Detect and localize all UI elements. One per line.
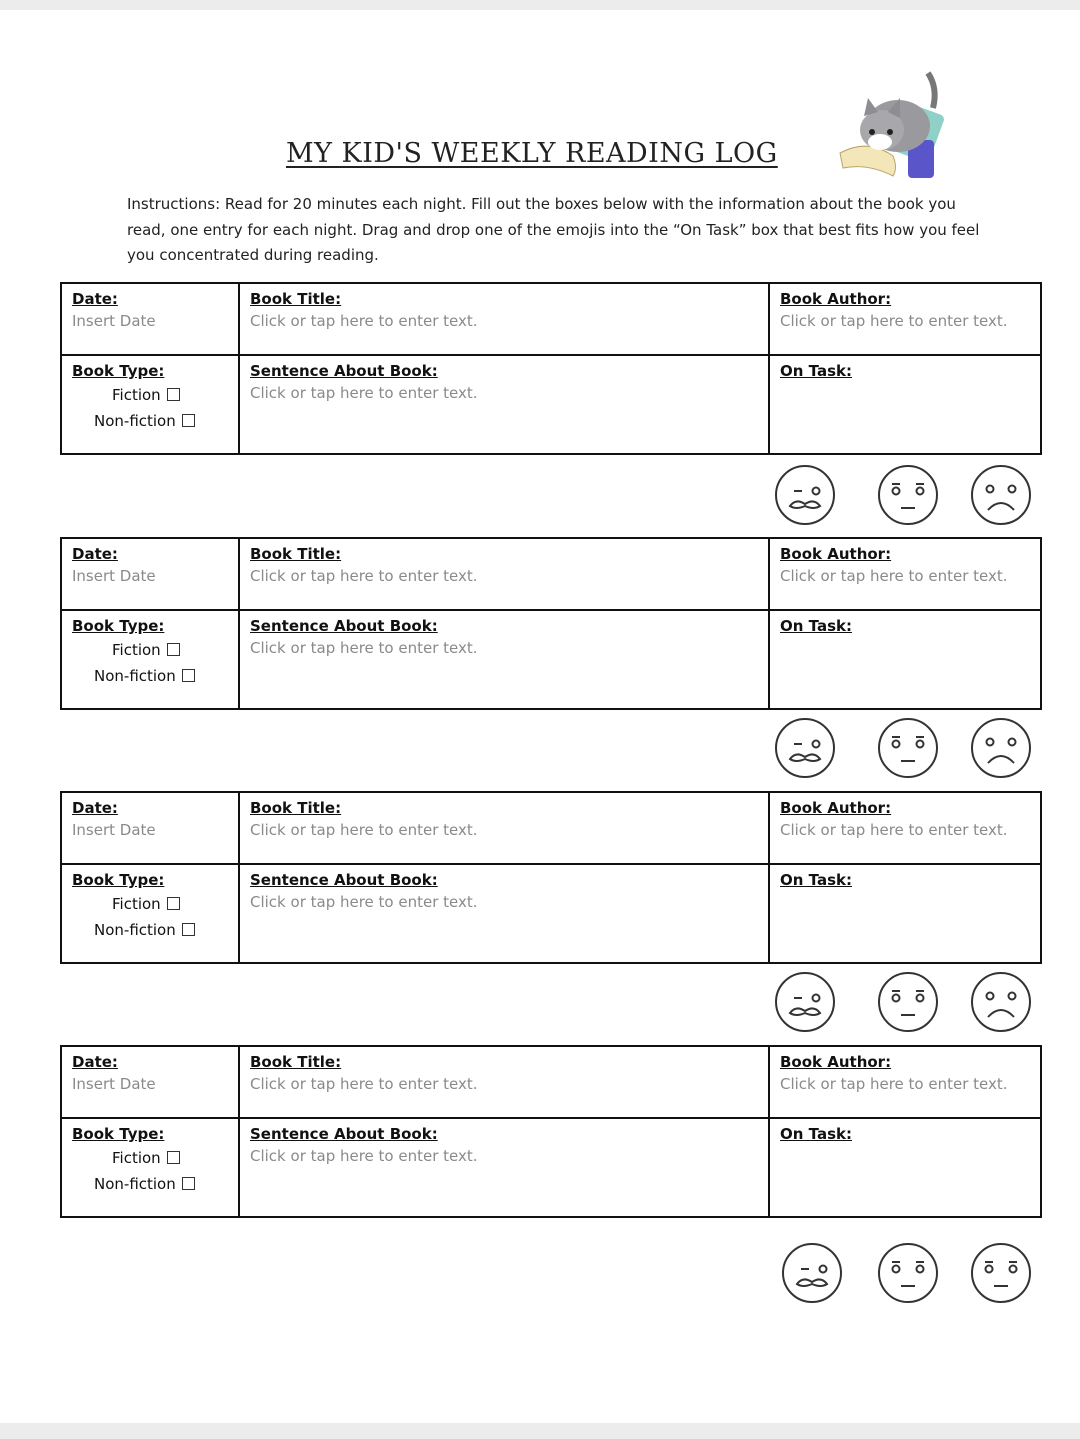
neutral-emoji-icon[interactable] xyxy=(877,717,939,779)
book-title-cell xyxy=(240,284,768,354)
sentence-label: Sentence About Book: xyxy=(250,362,438,380)
sentence-input[interactable]: Click or tap here to enter text. xyxy=(250,639,478,657)
sentence-cell xyxy=(240,1119,768,1216)
neutral-emoji-icon[interactable] xyxy=(877,1242,939,1304)
date-input[interactable]: Insert Date xyxy=(72,312,156,330)
reading-log-entry xyxy=(60,791,1042,964)
nonfiction-option[interactable] xyxy=(72,663,228,689)
book-title-label: Book Title: xyxy=(250,799,342,817)
reading-log-entry xyxy=(60,1045,1042,1218)
wink-mustache-emoji-icon[interactable] xyxy=(774,971,836,1033)
book-author-input[interactable]: Click or tap here to enter text. xyxy=(780,312,1008,330)
fiction-option[interactable] xyxy=(72,382,228,408)
nonfiction-label: Non-fiction xyxy=(94,412,176,430)
fiction-checkbox[interactable] xyxy=(167,897,180,910)
book-author-input[interactable]: Click or tap here to enter text. xyxy=(780,1075,1008,1093)
wink-mustache-emoji-icon[interactable] xyxy=(781,1242,843,1304)
sentence-label: Sentence About Book: xyxy=(250,1125,438,1143)
book-author-label: Book Author: xyxy=(780,1053,892,1071)
on-task-label: On Task: xyxy=(780,362,852,380)
fiction-option[interactable] xyxy=(72,637,228,663)
book-title-input[interactable]: Click or tap here to enter text. xyxy=(250,567,478,585)
book-type-label: Book Type: xyxy=(72,871,165,889)
book-author-cell xyxy=(770,539,1040,609)
book-author-input[interactable]: Click or tap here to enter text. xyxy=(780,567,1008,585)
book-title-input[interactable]: Click or tap here to enter text. xyxy=(250,1075,478,1093)
book-title-label: Book Title: xyxy=(250,1053,342,1071)
book-type-cell xyxy=(62,611,238,708)
nonfiction-checkbox[interactable] xyxy=(182,1177,195,1190)
book-type-label: Book Type: xyxy=(72,362,165,380)
cat-reading-illustration xyxy=(838,68,968,186)
sentence-input[interactable]: Click or tap here to enter text. xyxy=(250,384,478,402)
nonfiction-checkbox[interactable] xyxy=(182,669,195,682)
book-author-cell xyxy=(770,284,1040,354)
fiction-checkbox[interactable] xyxy=(167,388,180,401)
date-input[interactable]: Insert Date xyxy=(72,1075,156,1093)
book-author-cell xyxy=(770,1047,1040,1117)
book-author-input[interactable]: Click or tap here to enter text. xyxy=(780,821,1008,839)
neutral-emoji-icon[interactable] xyxy=(877,464,939,526)
wink-mustache-emoji-icon[interactable] xyxy=(774,717,836,779)
fiction-label: Fiction xyxy=(112,641,161,659)
sentence-label: Sentence About Book: xyxy=(250,617,438,635)
sad-emoji-icon[interactable] xyxy=(970,971,1032,1033)
date-input[interactable]: Insert Date xyxy=(72,567,156,585)
date-label: Date: xyxy=(72,799,118,817)
book-title-cell xyxy=(240,539,768,609)
sentence-cell xyxy=(240,865,768,962)
book-type-cell xyxy=(62,1119,238,1216)
nonfiction-option[interactable] xyxy=(72,917,228,943)
date-cell xyxy=(62,539,238,609)
fiction-option[interactable] xyxy=(72,1145,228,1171)
nonfiction-label: Non-fiction xyxy=(94,667,176,685)
neutral-emoji-icon[interactable] xyxy=(970,1242,1032,1304)
nonfiction-option[interactable] xyxy=(72,408,228,434)
on-task-label: On Task: xyxy=(780,617,852,635)
page-title: MY KID'S WEEKLY READING LOG xyxy=(286,138,778,169)
book-type-label: Book Type: xyxy=(72,617,165,635)
nonfiction-checkbox[interactable] xyxy=(182,923,195,936)
on-task-dropzone[interactable] xyxy=(770,611,1040,708)
nonfiction-option[interactable] xyxy=(72,1171,228,1197)
fiction-label: Fiction xyxy=(112,386,161,404)
book-title-label: Book Title: xyxy=(250,545,342,563)
on-task-dropzone[interactable] xyxy=(770,356,1040,453)
sentence-label: Sentence About Book: xyxy=(250,871,438,889)
on-task-dropzone[interactable] xyxy=(770,1119,1040,1216)
fiction-option[interactable] xyxy=(72,891,228,917)
book-title-input[interactable]: Click or tap here to enter text. xyxy=(250,312,478,330)
on-task-label: On Task: xyxy=(780,871,852,889)
sad-emoji-icon[interactable] xyxy=(970,464,1032,526)
nonfiction-label: Non-fiction xyxy=(94,921,176,939)
on-task-dropzone[interactable] xyxy=(770,865,1040,962)
top-edge xyxy=(0,0,1080,10)
instructions: Instructions: Read for 20 minutes each night. Fill out the boxes below with the information about the book you read, one entry for each night. Drag and drop one of the emojis into the “On Task” box that best fits how you feel you concentrated during reading. xyxy=(127,195,980,264)
book-type-cell xyxy=(62,865,238,962)
book-type-cell xyxy=(62,356,238,453)
date-label: Date: xyxy=(72,290,118,308)
fiction-label: Fiction xyxy=(112,1149,161,1167)
fiction-checkbox[interactable] xyxy=(167,1151,180,1164)
date-cell xyxy=(62,1047,238,1117)
nonfiction-label: Non-fiction xyxy=(94,1175,176,1193)
fiction-checkbox[interactable] xyxy=(167,643,180,656)
date-cell xyxy=(62,793,238,863)
neutral-emoji-icon[interactable] xyxy=(877,971,939,1033)
date-input[interactable]: Insert Date xyxy=(72,821,156,839)
book-type-label: Book Type: xyxy=(72,1125,165,1143)
fiction-label: Fiction xyxy=(112,895,161,913)
book-author-cell xyxy=(770,793,1040,863)
date-label: Date: xyxy=(72,545,118,563)
wink-mustache-emoji-icon[interactable] xyxy=(774,464,836,526)
on-task-label: On Task: xyxy=(780,1125,852,1143)
book-author-label: Book Author: xyxy=(780,290,892,308)
book-title-label: Book Title: xyxy=(250,290,342,308)
book-title-input[interactable]: Click or tap here to enter text. xyxy=(250,821,478,839)
sentence-cell xyxy=(240,611,768,708)
book-title-cell xyxy=(240,1047,768,1117)
sentence-input[interactable]: Click or tap here to enter text. xyxy=(250,1147,478,1165)
book-author-label: Book Author: xyxy=(780,799,892,817)
date-label: Date: xyxy=(72,1053,118,1071)
reading-log-entry xyxy=(60,282,1042,455)
nonfiction-checkbox[interactable] xyxy=(182,414,195,427)
sentence-input[interactable]: Click or tap here to enter text. xyxy=(250,893,478,911)
book-author-label: Book Author: xyxy=(780,545,892,563)
date-cell xyxy=(62,284,238,354)
book-title-cell xyxy=(240,793,768,863)
sad-emoji-icon[interactable] xyxy=(970,717,1032,779)
bottom-edge xyxy=(0,1423,1080,1439)
sentence-cell xyxy=(240,356,768,453)
reading-log-entry xyxy=(60,537,1042,710)
